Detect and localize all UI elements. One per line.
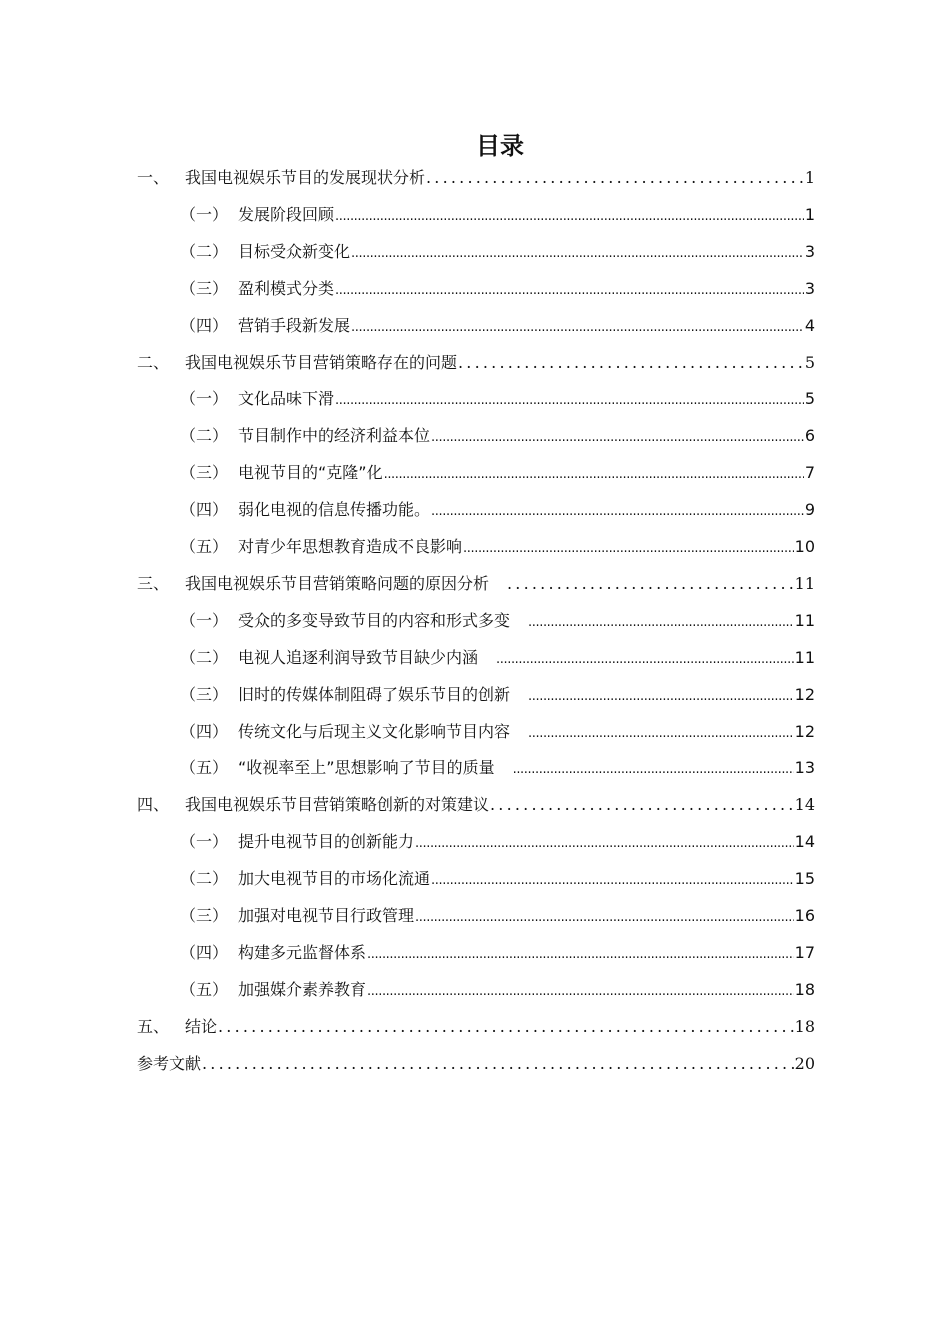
toc-entry-section[interactable]	[180, 386, 815, 414]
toc-entry-number: （二）	[180, 241, 229, 261]
toc-entry-page-number: 3	[804, 241, 815, 261]
toc-entry-title: 构建多元监督体系	[238, 942, 367, 962]
toc-entry-title: 我国电视娱乐节目的发展现状分析	[185, 168, 426, 187]
toc-entry-page-number: 18	[794, 979, 815, 999]
toc-entry-page-number: 11	[794, 573, 815, 593]
toc-entry-section[interactable]	[180, 866, 815, 894]
toc-entry-number: 五、	[137, 1016, 170, 1036]
toc-entry-title: 加强媒介素养教育	[238, 979, 367, 999]
toc-leader-dots	[218, 1017, 794, 1036]
toc-entry-chapter[interactable]	[137, 571, 815, 599]
toc-entry-section[interactable]	[180, 313, 815, 341]
toc-entry-page-number: 9	[804, 500, 815, 520]
toc-entry-chapter[interactable]	[137, 1051, 815, 1079]
toc-leader-dots	[351, 316, 804, 335]
toc-entry-title: 我国电视娱乐节目营销策略问题的原因分析	[185, 573, 490, 593]
toc-entry-section[interactable]	[180, 276, 815, 304]
toc-entry-number: （三）	[180, 278, 229, 298]
toc-entry-section[interactable]	[180, 755, 815, 783]
toc-entry-page-number: 6	[804, 426, 815, 446]
toc-entry-section[interactable]	[180, 423, 815, 451]
toc-entry-page-number: 12	[794, 721, 815, 741]
toc-leader-dots	[431, 500, 804, 519]
toc-title: 目录	[476, 132, 524, 160]
toc-leader-dots	[431, 869, 794, 888]
toc-entry-title: 加大电视节目的市场化流通	[238, 869, 431, 889]
toc-entry-page-number: 4	[804, 315, 815, 335]
toc-entry-title: 发展阶段回顾	[238, 204, 335, 224]
toc-entry-section[interactable]	[180, 829, 815, 857]
toc-entry-chapter[interactable]	[137, 350, 815, 378]
toc-entry-number: （二）	[180, 869, 229, 889]
toc-entry-page-number: 11	[794, 610, 815, 630]
toc-entry-number: （五）	[180, 758, 229, 778]
toc-entry-section[interactable]	[180, 719, 815, 747]
toc-entry-number: （五）	[180, 979, 229, 999]
toc-leader-dots	[426, 168, 804, 187]
toc-leader-dots	[528, 722, 794, 741]
toc-leader-dots	[335, 389, 804, 408]
toc-leader-dots	[463, 537, 794, 556]
toc-leader-dots	[528, 685, 794, 704]
toc-entry-title: 加强对电视节目行政管理	[238, 906, 415, 925]
toc-leader-dots	[490, 795, 794, 814]
toc-leader-dots	[384, 463, 804, 482]
toc-entry-title: 节目制作中的经济利益本位	[238, 426, 431, 446]
toc-entry-number: （二）	[180, 426, 229, 446]
toc-leader-dots	[528, 611, 794, 630]
toc-leader-dots	[335, 205, 804, 224]
toc-entry-title: 弱化电视的信息传播功能。	[238, 500, 431, 520]
toc-entry-title: 结论	[185, 1016, 218, 1036]
toc-entry-chapter[interactable]	[137, 165, 815, 193]
toc-entry-section[interactable]	[180, 497, 815, 525]
toc-leader-dots	[351, 242, 804, 261]
toc-entry-number: 二、	[137, 352, 170, 372]
toc-entry-title: 电视节目的“克隆”化	[238, 463, 383, 483]
toc-entry-number: 三、	[137, 573, 170, 593]
toc-entry-title: 电视人追逐利润导致节目缺少内涵	[238, 647, 479, 667]
toc-entry-page-number: 10	[794, 537, 815, 556]
toc-entry-page-number: 16	[794, 906, 815, 925]
toc-entry-section[interactable]	[180, 534, 815, 562]
toc-entry-page-number: 17	[794, 942, 815, 962]
toc-entry-section[interactable]	[180, 940, 815, 968]
toc-entry-page-number: 5	[804, 352, 815, 372]
toc-leader-dots	[367, 980, 794, 999]
toc-entry-title: 旧时的传媒体制阻碍了娱乐节目的创新	[238, 684, 511, 704]
toc-entry-title: 营销手段新发展	[238, 315, 351, 335]
toc-entry-page-number: 5	[804, 389, 815, 409]
toc-entry-section[interactable]	[180, 682, 815, 710]
toc-entry-number: 一、	[137, 168, 170, 187]
toc-entry-number: （三）	[180, 684, 229, 704]
toc-leader-dots	[367, 943, 794, 962]
toc-entry-section[interactable]	[180, 460, 815, 488]
toc-entry-section[interactable]	[180, 977, 815, 1005]
toc-entry-number: （四）	[180, 315, 229, 335]
toc-entry-page-number: 11	[794, 647, 815, 667]
toc-leader-dots	[415, 906, 794, 925]
toc-leader-dots	[458, 353, 804, 372]
toc-entry-section[interactable]	[180, 202, 815, 230]
toc-entry-chapter[interactable]	[137, 792, 815, 820]
toc-entry-section[interactable]	[180, 239, 815, 267]
toc-entry-number: （四）	[180, 500, 229, 520]
toc-entry-number: （一）	[180, 610, 229, 630]
toc-entry-number: （四）	[180, 942, 229, 962]
toc-entry-page-number: 15	[794, 869, 815, 889]
toc-entry-number: 四、	[137, 795, 170, 815]
toc-entry-title: 文化品味下滑	[238, 389, 335, 409]
toc-entry-page-number: 14	[794, 795, 815, 815]
toc-leader-dots	[496, 648, 794, 667]
toc-leader-dots	[415, 832, 794, 851]
toc-entry-section[interactable]	[180, 903, 815, 931]
toc-entry-number: （三）	[180, 463, 229, 483]
toc-leader-dots	[202, 1054, 794, 1073]
toc-entry-title: 盈利模式分类	[238, 278, 335, 298]
toc-entry-page-number: 1	[804, 204, 815, 224]
toc-entry-chapter[interactable]	[137, 1014, 815, 1042]
toc-entry-section[interactable]	[180, 645, 815, 673]
toc-leader-dots	[431, 426, 804, 445]
toc-entry-title: 传统文化与后现主义文化影响节目内容	[238, 721, 511, 741]
toc-entry-title: 参考文献	[137, 1053, 202, 1073]
toc-entry-page-number: 7	[804, 463, 815, 483]
toc-entry-title: 我国电视娱乐节目营销策略存在的问题	[185, 352, 458, 372]
toc-leader-dots	[513, 758, 794, 777]
toc-entry-number: （三）	[180, 906, 229, 925]
toc-entry-title: 我国电视娱乐节目营销策略创新的对策建议	[185, 795, 490, 815]
toc-entry-page-number: 12	[794, 684, 815, 704]
toc-entry-page-number: 14	[794, 832, 815, 852]
toc-entry-page-number: 13	[794, 758, 815, 778]
toc-entry-number: （四）	[180, 721, 229, 741]
toc-entry-number: （一）	[180, 389, 229, 409]
toc-entry-page-number: 20	[794, 1053, 815, 1073]
toc-entry-title: 提升电视节目的创新能力	[238, 832, 415, 852]
toc-entry-page-number: 18	[794, 1016, 815, 1036]
toc-entry-title: 目标受众新变化	[238, 241, 351, 261]
toc-leader-dots	[335, 279, 804, 298]
toc-entry-title: 受众的多变导致节目的内容和形式多变	[238, 610, 511, 630]
toc-entry-section[interactable]	[180, 608, 815, 636]
toc-entry-title: “收视率至上”思想影响了节目的质量	[238, 758, 495, 778]
toc-entry-number: （二）	[180, 647, 229, 667]
toc-entry-title: 对青少年思想教育造成不良影响	[238, 537, 463, 556]
toc-entry-number: （一）	[180, 204, 229, 224]
toc-entry-number: （一）	[180, 832, 229, 852]
toc-entry-page-number: 1	[804, 168, 815, 187]
toc-entry-number: （五）	[180, 537, 229, 556]
toc-leader-dots	[507, 574, 794, 593]
toc-entry-page-number: 3	[804, 278, 815, 298]
